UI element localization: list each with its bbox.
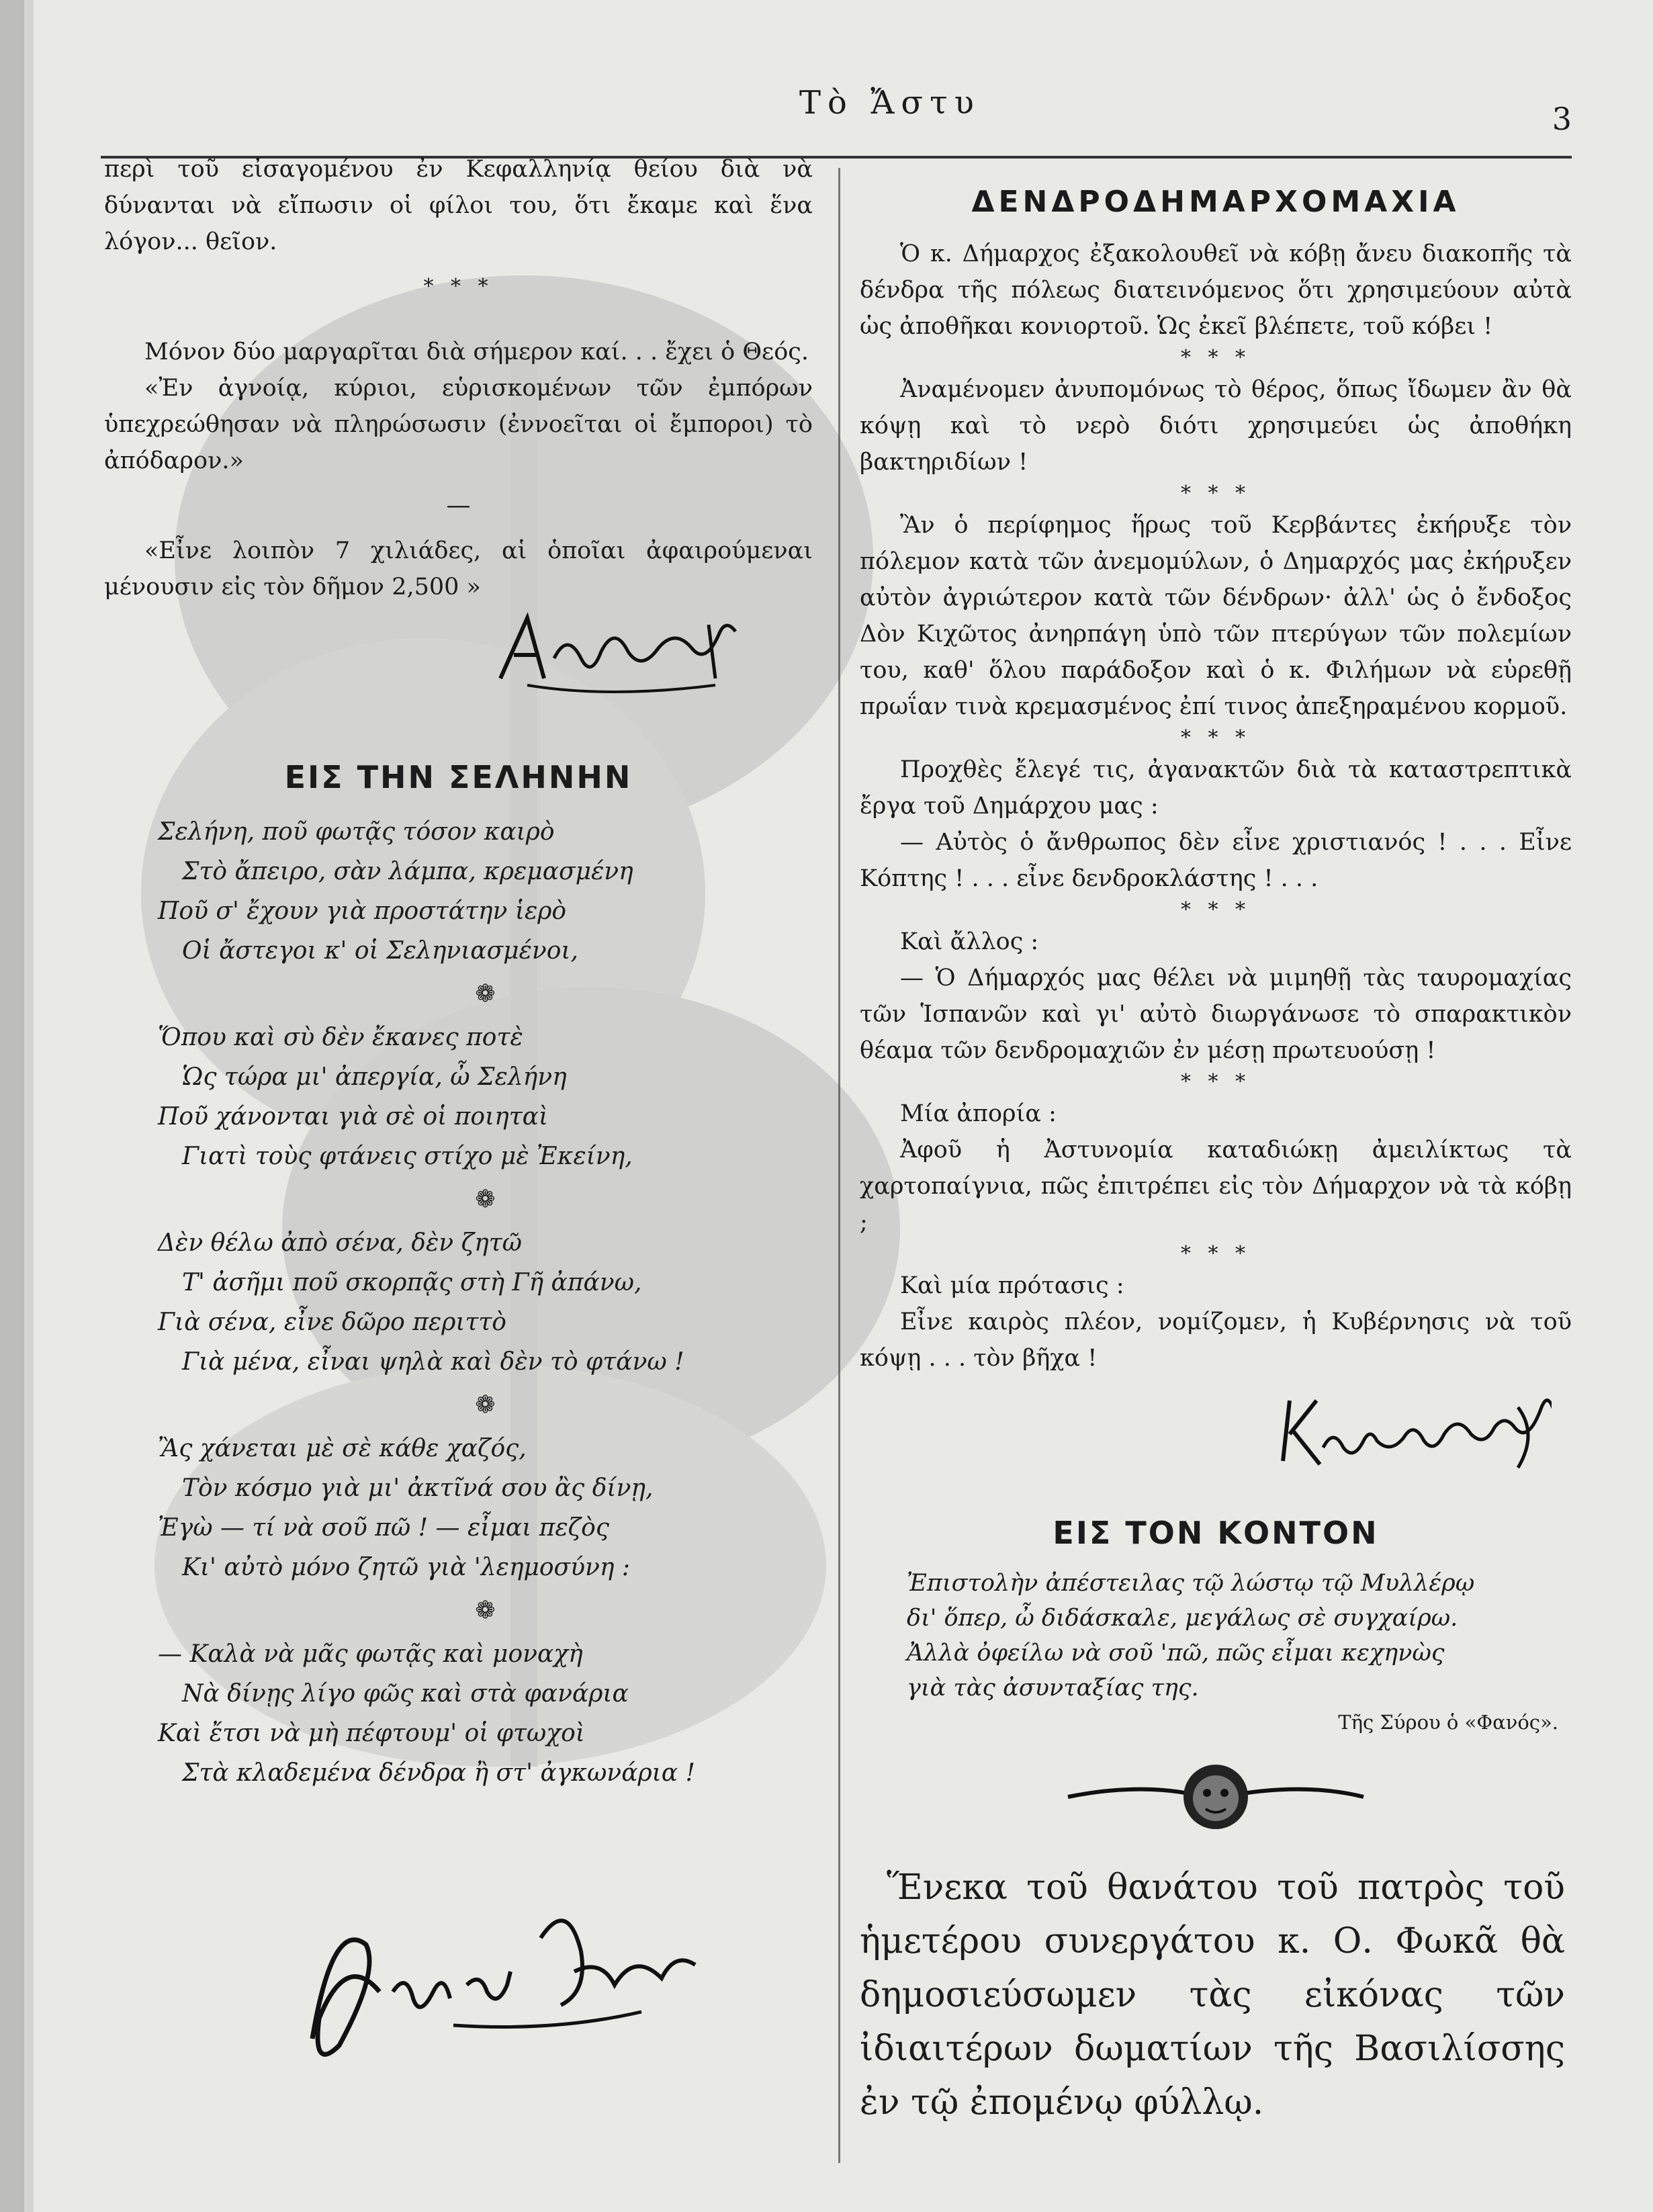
epigram-line: γιὰ τὰς ἀσυνταξίας της. xyxy=(907,1675,1199,1701)
intro-paragraph: περὶ τοῦ εἰσαγομένου ἐν Κεφαλληνίᾳ θείου διὰ νὰ δύνανται νὰ εἴπωσιν οἱ φίλοι του, ὅτι ἔκαμε καὶ ἕνα λόγον... θεῖον. xyxy=(104,156,813,255)
column-divider xyxy=(838,168,840,2163)
quote-chiliades: «Εἶνε λοιπὸν 7 χιλιάδες, αἱ ὁποῖαι ἀφαιρούμεναι μένουσιν εἰς τὸν δῆμον 2,500 » xyxy=(104,537,813,601)
page-binding-shadow xyxy=(24,0,34,2212)
poem-line: Ὅπου καὶ σὺ δὲν ἔκανες ποτὲ xyxy=(158,1024,523,1051)
article-paragraph-6: Καὶ ἄλλος : xyxy=(900,928,1039,955)
separator-stars: * * * xyxy=(423,275,494,298)
article-title: ΔΕΝΔΡΟΔΗΜΑΡΧΟΜΑΧΙΑ xyxy=(971,185,1460,219)
page-number: 3 xyxy=(1552,101,1572,137)
separator-stars: * * * xyxy=(1180,1242,1251,1266)
article-paragraph-4: Προχθὲς ἔλεγέ τις, ἀγανακτῶν διὰ τὰ καταστρεπτικὰ ἔργα τοῦ Δημάρχου μας : xyxy=(860,756,1572,820)
article-paragraph-8: Μία ἀπορία : xyxy=(900,1100,1057,1127)
article-paragraph-10: Καὶ μία πρότασις : xyxy=(900,1272,1124,1299)
epigram-block xyxy=(860,1515,1572,1734)
article-paragraph-5: — Αὐτὸς ὁ ἄνθρωπος δὲν εἶνε χριστιανός ! . . . Εἶνε Κόπτης ! . . . εἶνε δενδροκλάστης ! . . . xyxy=(860,829,1572,892)
poem-line: Ἐγὼ — τί νὰ σοῦ πῶ ! — εἶμαι πεζὸς xyxy=(158,1514,609,1542)
handwritten-signature-3 xyxy=(1269,1387,1552,1474)
poem-line: Ὡς τώρα μι' ἀπεργία, ὦ Σελήνη xyxy=(182,1063,567,1091)
epigram-title: ΕΙΣ ΤΟΝ ΚΟΝΤΟΝ xyxy=(1053,1515,1379,1551)
poem-line: Οἱ ἄστεγοι κ' οἱ Σεληνιασμένοι, xyxy=(182,937,578,965)
handwritten-signature-2 xyxy=(292,1891,709,2059)
ornament-divider xyxy=(1061,1750,1370,1837)
signature-3 xyxy=(1269,1387,1552,1474)
right-column xyxy=(860,175,1572,2123)
poem-ornament-icon: ❁ xyxy=(475,1391,496,1419)
poem-ornament-icon: ❁ xyxy=(475,980,496,1008)
poem-line: Ποῦ χάνονται γιὰ σὲ οἱ ποιηταὶ xyxy=(158,1103,549,1131)
poem-line: Στὰ κλαδεμένα δένδρα ἢ στ' ἀγκωνάρια ! xyxy=(182,1759,695,1787)
epigram-line: Ἀλλὰ ὀφείλω νὰ σοῦ 'πῶ, πῶς εἶμαι κεχηνὼς xyxy=(907,1640,1445,1667)
poem-line: — Καλὰ νὰ μᾶς φωτᾷς καὶ μοναχὴ xyxy=(158,1640,583,1668)
poem-line: Γιὰ σένα, εἶνε δῶρο περιττὸ xyxy=(158,1309,506,1336)
poem-stanza xyxy=(158,812,813,971)
epigram-lines xyxy=(860,1566,1572,1706)
paragraph-margaritai: Μόνον δύο μαργαρῖται διὰ σήμερον καί. . . ἔχει ὁ Θεός. xyxy=(144,339,809,365)
poem-line: Τὸν κόσμο γιὰ μι' ἀκτῖνά σου ἂς δίνῃ, xyxy=(182,1474,654,1502)
quote-agnoia: «Ἐν ἀγνοίᾳ, κύριοι, εὑρισκομένων τῶν ἐμπόρων ὑπεχρεώθησαν νὰ πληρώσωσιν (ἐννοεῖται οἱ ἔμποροι) τὸ ἀπόδαρον.» xyxy=(104,375,813,474)
poem-line: Δὲν θέλω ἀπὸ σένα, δὲν ζητῶ xyxy=(158,1229,522,1257)
poem-stanzas xyxy=(104,812,813,1793)
article-paragraph-1: Ὁ κ. Δήμαρχος ἐξακολουθεῖ νὰ κόβῃ ἄνευ διακοπῆς τὰ δένδρα τῆς πόλεως διατεινόμενος ὅτι χρησιμεύουν αὐτὰ ὡς ἀποθῆκαι κονιορτοῦ. Ὡς ἐκεῖ βλέπετε, τοῦ κόβει ! xyxy=(860,240,1572,340)
notice-paragraph: Ἕνεκα τοῦ θανάτου τοῦ πατρὸς τοῦ ἡμετέρου συνεργάτου κ. Ο. Φωκᾶ θὰ δημοσιεύσωμεν τὰς εἰκόνας τῶν ἰδιαιτέρων δωματίων τῆς Βασιλίσσης ἐν τῷ ἐπομένῳ φύλλῳ. xyxy=(860,1867,1565,2123)
poem-line: Γιατὶ τοὺς φτάνεις στίχο μὲ Ἐκείνη, xyxy=(182,1143,633,1170)
page-binding-edge xyxy=(0,0,24,2212)
poem-line: Κι' αὐτὸ μόνο ζητῶ γιὰ 'λεημοσύνη : xyxy=(182,1554,630,1581)
poem-line: Γιὰ μένα, εἶναι ψηλὰ καὶ δὲν τὸ φτάνω ! xyxy=(182,1348,684,1376)
epigram-line: Ἐπιστολὴν ἀπέστειλας τῷ λώστῳ τῷ Μυλλέρῳ xyxy=(907,1570,1475,1597)
poem-line: Καὶ ἔτσι νὰ μὴ πέφτουμ' οἱ φτωχοὶ xyxy=(158,1720,585,1747)
poem-title: ΕΙΣ ΤΗΝ ΣΕΛΗΝΗΝ xyxy=(284,759,633,795)
poem-line: Ἂς χάνεται μὲ σὲ κάθε χαζός, xyxy=(158,1435,527,1462)
poem-stanza xyxy=(158,1634,813,1793)
page-header xyxy=(101,77,1572,137)
signature-2 xyxy=(292,1891,709,2059)
poem-ornament-icon: ❁ xyxy=(475,1186,496,1213)
article-paragraph-7: — Ὁ Δήμαρχός μας θέλει νὰ μιμηθῇ τὰς ταυρομαχίας τῶν Ἱσπανῶν καὶ γι' αὐτὸ διωργάνωσε τὸ σπαρακτικὸν θέαμα τῶν δενδρομαχιῶν ἐν μέσῃ πρωτευούσῃ ! xyxy=(860,965,1572,1064)
poem-line: Νὰ δίνῃς λίγο φῶς καὶ στὰ φανάρια xyxy=(182,1680,629,1708)
mask-ornament-icon xyxy=(1061,1750,1370,1837)
separator-stars: * * * xyxy=(1180,346,1251,369)
article-paragraph-9: Ἀφοῦ ἡ Ἀστυνομία καταδιώκῃ ἀμειλίκτως τὰ χαρτοπαίγνια, πῶς ἐπιτρέπει εἰς τὸν Δήμαρχον νὰ τὰ κόβῃ ; xyxy=(860,1137,1572,1236)
poem-line: Τ' ἀσῆμι ποῦ σκορπᾷς στὴ Γῆ ἀπάνω, xyxy=(182,1269,642,1296)
separator-stars: * * * xyxy=(1180,898,1251,922)
poem-line: Σελήνη, ποῦ φωτᾷς τόσον καιρὸ xyxy=(158,818,555,846)
poem-ornament-icon: ❁ xyxy=(475,1597,496,1624)
poem-block xyxy=(104,759,813,1793)
separator-stars: * * * xyxy=(1180,482,1251,505)
handwritten-signature-1 xyxy=(487,598,756,699)
article-paragraph-2: Ἀναμένομεν ἀνυπομόνως τὸ θέρος, ὅπως ἴδωμεν ἂν θὰ κόψῃ καὶ τὸ νερὸ διότι χρησιμεύει ὡς ἀποθήκη βακτηριδίων ! xyxy=(860,376,1572,476)
dash-separator: — xyxy=(446,492,471,519)
poem-stanza xyxy=(158,1223,813,1382)
epigram-signature: Τῆς Σύρου ὁ «Φανός». xyxy=(1338,1711,1558,1734)
poem-stanza xyxy=(158,1429,813,1587)
signature-1 xyxy=(487,598,756,699)
poem-line: Στὸ ἄπειρο, σὰν λάμπα, κρεμασμένη xyxy=(182,858,633,885)
newspaper-title: Τὸ Ἄστυ xyxy=(799,84,981,122)
poem-line: Ποῦ σ' ἔχουν γιὰ προστάτην ἱερὸ xyxy=(158,897,567,925)
epigram-line: δι' ὅπερ, ὦ διδάσκαλε, μεγάλως σὲ συγχαίρω. xyxy=(907,1605,1458,1632)
article-paragraph-11: Εἶνε καιρὸς πλέον, νομίζομεν, ἡ Κυβέρνησις νὰ τοῦ κόψῃ . . . τὸν βῆχα ! xyxy=(860,1309,1572,1372)
poem-stanza xyxy=(158,1018,813,1176)
separator-stars: * * * xyxy=(1180,1070,1251,1094)
article-paragraph-3: Ἂν ὁ περίφημος ἥρως τοῦ Κερβάντες ἐκήρυξε τὸν πόλεμον κατὰ τῶν ἀνεμομύλων, ὁ Δημαρχός μας ἐκήρυξεν αὐτὸν ἀγριώτερον κατὰ τῶν δένδρων· ἀλλ' ὡς ὁ ἔνδοξος Δὸν Κιχῶτος ἀνηρπάγη ὑπὸ τῶν πτερύγων τῶν πολεμίων του, καθ' ὅλου παράδοξον καὶ ὁ κ. Φιλήμων νὰ εὑρεθῇ πρωΐαν τινὰ κρεμασμένος ἐπί τινος ἀπεξηραμένου κορμοῦ. xyxy=(860,512,1572,720)
left-column xyxy=(104,151,813,1787)
article-body xyxy=(860,236,1572,1376)
separator-stars: * * * xyxy=(1180,726,1251,750)
